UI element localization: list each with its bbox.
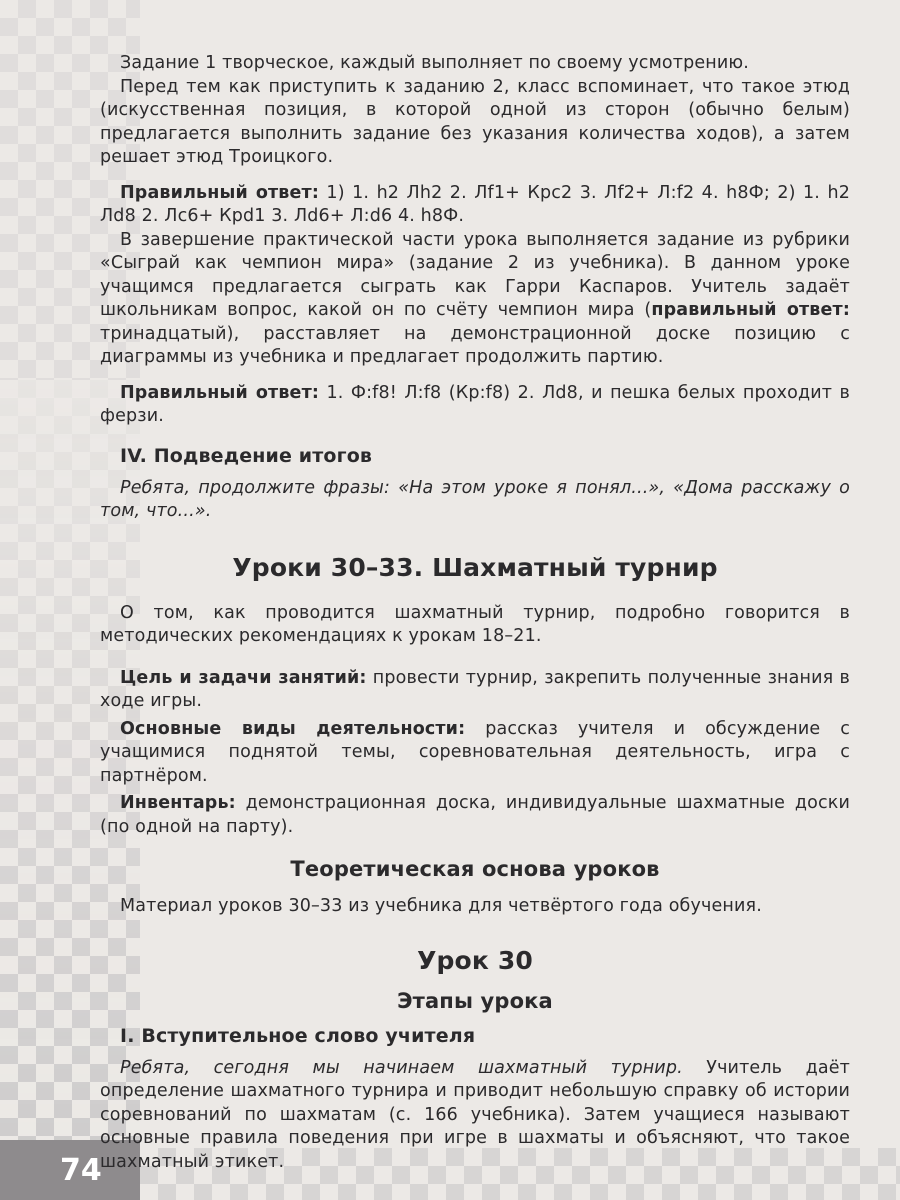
paragraph-italic: Ребята, сегодня мы начинаем шахматный турнир. [120, 1057, 683, 1078]
activities-text: рассказ учителя и обсуждение с учащимися поднятой темы, соревновательная деятельность, игра с партнёром. [100, 718, 850, 786]
paragraph: Перед тем как приступить к заданию 2, класс вспоминает, что такое этюд (искусственная позиция, в которой одной из сторон (обычно белым) предлагается выполнить задание без указания количества ходов), а затем решает этюд Троицкого. [100, 76, 850, 167]
answer-paragraph [100, 182, 850, 229]
paragraph-text: Учитель даёт определение шахматного турнира и приводит небольшую справку об истории соревнований по шахматам (с. 166 учебника). Затем учащиеся называют основные правила поведения при игре в шахматы и объясняют, что такое шахматный этикет. [100, 1057, 850, 1172]
stages-heading: Этапы урока [397, 988, 553, 1013]
page-content [100, 52, 850, 1174]
answer-label: Правильный ответ: [120, 182, 319, 203]
paragraph: Материал уроков 30–33 из учебника для четвёртого года обучения. [120, 896, 762, 916]
section-heading: IV. Подведение итогов [120, 444, 373, 467]
activities-label: Основные виды деятельности: [120, 718, 466, 739]
paragraph-text: тринадцатый), расставляет на демонстрационной доске позицию с диаграммы из учебника и предлагает продолжить партию. [100, 323, 850, 367]
answer-text: 1) 1. h2 Лh2 2. Лf1+ Крс2 3. Лf2+ Л:f2 4. h8Ф; 2) 1. h2 Лd8 2. Лс6+ Крd1 3. Лd6+ Л:d6 4. h8Ф. [100, 182, 850, 226]
paragraph-text: В завершение практической части урока выполняется задание из рубрики «Сыграй как чемпион мира» (задание 2 из учебника). В данном уроке учащимся предлагается сыграть как Гарри Каспаров. Учитель задаёт школьникам вопрос, какой он по счёту чемпион мира ( [100, 229, 850, 320]
paragraph: Задание 1 творческое, каждый выполняет по своему усмотрению. [120, 53, 750, 73]
answer-text: 1. Ф:f8! Л:f8 (Кр:f8) 2. Лd8, и пешка белых проходит в ферзи. [100, 382, 850, 426]
answer-label: правильный ответ: [651, 300, 850, 320]
inventory-label: Инвентарь: [120, 793, 236, 813]
paragraph [100, 229, 850, 370]
paragraph: Ребята, продолжите фразы: «На этом уроке я понял...», «Дома расскажу о том, что...». [100, 477, 850, 521]
paragraph: О том, как проводится шахматный турнир, подробно говорится в методических рекомендациях к урокам 18–21. [100, 602, 850, 646]
goals-label: Цель и задачи занятий: [120, 667, 367, 688]
section-heading: I. Вступительное слово учителя [120, 1024, 476, 1047]
goals-paragraph [100, 667, 850, 714]
lesson-heading: Урок 30 [417, 945, 533, 975]
answer-label: Правильный ответ: [120, 382, 320, 403]
inventory-paragraph [100, 792, 850, 839]
activities-paragraph [100, 718, 850, 789]
lessons-heading: Уроки 30–33. Шахматный турнир [232, 552, 718, 582]
goals-text: провести турнир, закрепить полученные знания в ходе игры. [100, 667, 850, 711]
page-number: 74 [60, 1153, 102, 1188]
answer-paragraph [100, 382, 850, 429]
theory-heading: Теоретическая основа уроков [290, 857, 660, 881]
paragraph [100, 1057, 850, 1175]
inventory-text: демонстрационная доска, индивидуальные шахматные доски (по одной на парту). [100, 793, 850, 837]
